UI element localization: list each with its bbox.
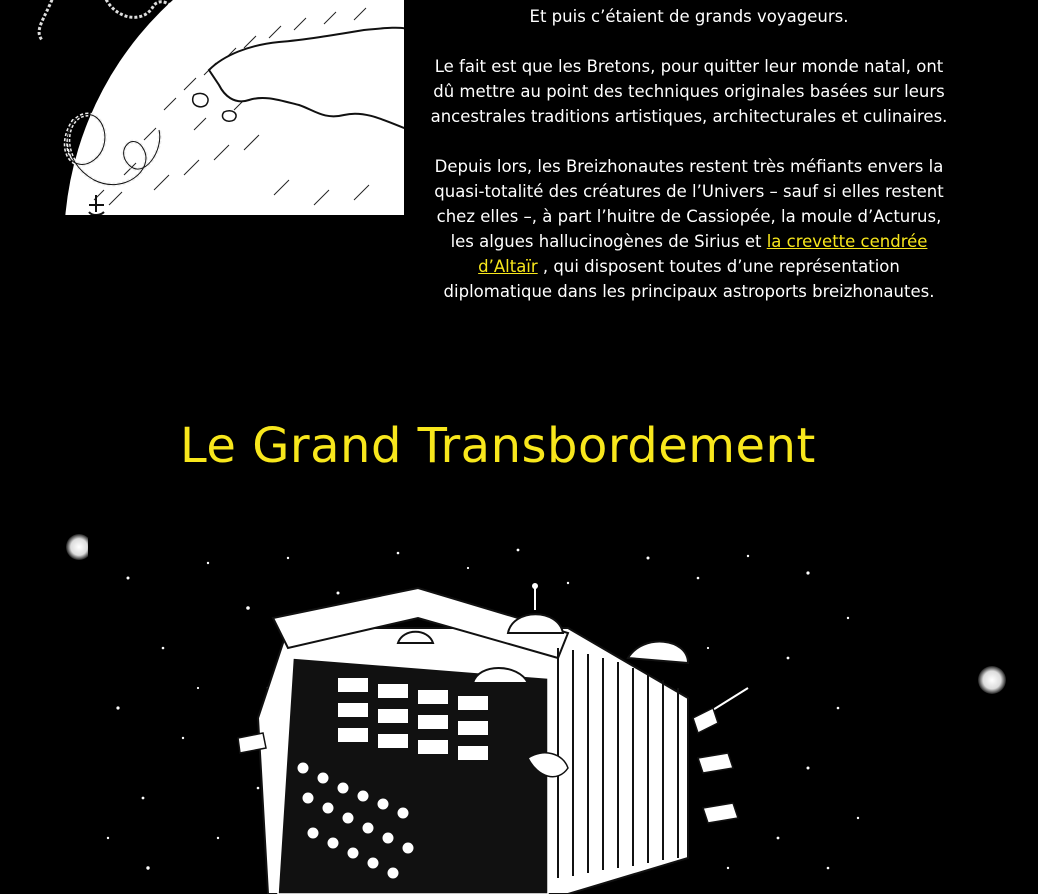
intro-paragraph-1: Et puis c’étaient de grands voyageurs. (529, 7, 849, 26)
intro-paragraph-3 (430, 154, 948, 304)
intro-paragraph-2: Le fait est que les Bretons, pour quitter leur monde natal, ont dû mettre au point des techniques originales basées sur leurs ancestrales traditions artistiques, architecturales et culinaires. (430, 57, 948, 126)
intro-paragraph-3-start: Depuis lors, les Breizhonautes restent très méfiants envers la quasi-totalité des créatures de l’Univers – sauf si elles restent chez elles –, à part l’huitre de Cassiopée, la moule d’Acturus, les algues hallucinogènes de Sirius et (434, 157, 944, 251)
glow-star-icon (978, 666, 1006, 694)
spaceship-illustration (88, 538, 884, 894)
section-title: Le Grand Transbordement (180, 418, 816, 474)
globe-illustration (34, 0, 404, 215)
intro-text (430, 4, 948, 329)
crevette-link[interactable]: la crevette cendrée d’Altaïr (478, 232, 928, 276)
intro-paragraph-3-end: , qui disposent toutes d’une représentation diplomatique dans les principaux astroports breizhonautes. (443, 257, 935, 301)
